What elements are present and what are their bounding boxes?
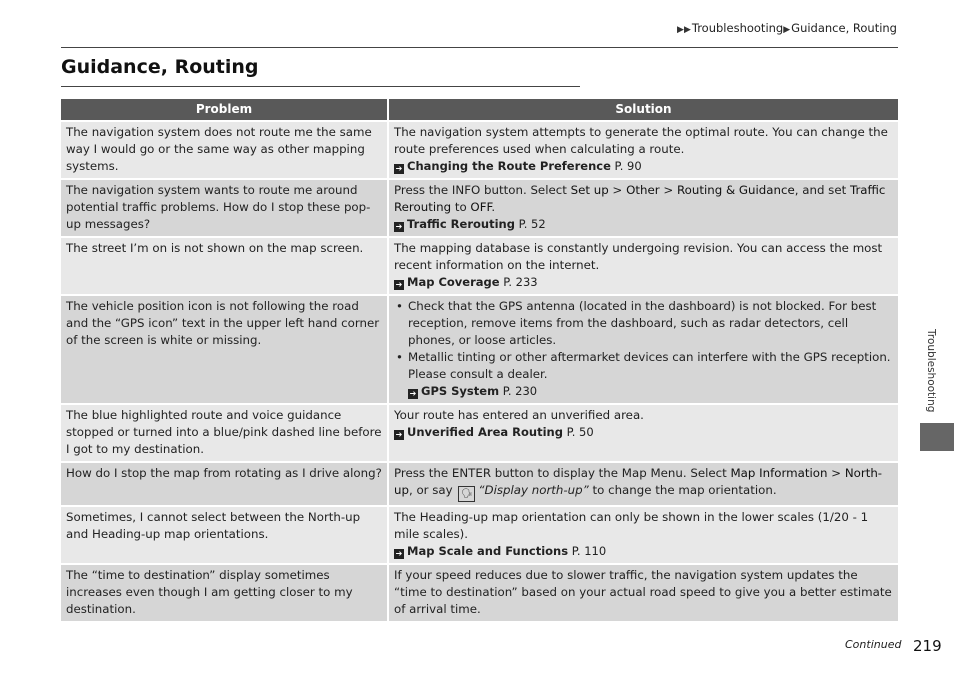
table-row	[61, 462, 898, 506]
solution-cell	[388, 295, 898, 404]
solution-text: The mapping database is constantly undergoing revision. You can access the most recent information on the internet.	[394, 241, 883, 272]
continued-label: Continued	[845, 638, 902, 651]
solution-bullet-list	[394, 298, 893, 400]
problem-cell: The navigation system does not route me the same way I would go or the same way as other mapping systems.	[61, 121, 388, 179]
problem-cell: The “time to destination” display sometimes increases even though I am getting closer to my destination.	[61, 564, 388, 621]
problem-cell: The navigation system wants to route me around potential traffic problems. How do I stop these pop-up messages?	[61, 179, 388, 237]
solution-bullet-text: Metallic tinting or other aftermarket devices can interfere with the GPS reception. Please consult a dealer.	[408, 350, 891, 381]
solution-cell	[388, 404, 898, 462]
menu-item-other: Other	[626, 183, 660, 197]
table-header-row	[61, 99, 898, 121]
solution-text: The navigation system attempts to generate the optimal route. You can change the route preferences used when calculating a route.	[394, 125, 888, 156]
table-row	[61, 404, 898, 462]
page-reference[interactable]	[394, 158, 893, 175]
solution-cell	[388, 121, 898, 179]
reference-title[interactable]: Map Scale and Functions	[407, 544, 569, 558]
table-row	[61, 564, 898, 621]
reference-title[interactable]: GPS System	[421, 384, 500, 398]
solution-text-part: to	[451, 200, 471, 214]
solution-text	[394, 465, 893, 502]
triangle-icon: ▶	[783, 25, 791, 35]
column-header-solution: Solution	[388, 99, 898, 121]
page-reference[interactable]	[408, 383, 893, 400]
solution-bullet: • Check that the GPS antenna (located in the dashboard) is not blocked. For best reception, remove items from the dashboard, such as radar detectors, cell phones, or loose articles.	[408, 298, 893, 349]
solution-text-part: to change the map orientation.	[588, 483, 777, 497]
page-reference[interactable]	[394, 216, 893, 233]
solution-cell	[388, 462, 898, 506]
side-section-label-text: Troubleshooting	[925, 329, 937, 413]
breadcrumb-current: Guidance, Routing	[791, 21, 897, 35]
reference-arrow-icon: ➔	[395, 280, 403, 289]
page-number: 219	[913, 637, 942, 655]
solution-bullet	[408, 349, 893, 400]
menu-item-north-up: North-up	[394, 466, 883, 497]
reference-arrow-icon: ➔	[395, 549, 403, 558]
solution-text: Your route has entered an unverified area.	[394, 408, 644, 422]
menu-item-set-up: Set up	[570, 183, 609, 197]
header-divider	[61, 47, 898, 48]
page-title: Guidance, Routing	[61, 56, 259, 78]
solution-text-part: .	[491, 200, 496, 214]
reference-page[interactable]: P. 230	[502, 384, 538, 398]
double-triangle-icon: ▶▶	[677, 25, 691, 35]
side-section-label	[924, 330, 938, 420]
voice-command-icon: 🗣	[458, 486, 475, 502]
solution-cell	[388, 237, 898, 295]
column-header-problem: Problem	[61, 99, 388, 121]
solution-text-part: , and set	[794, 183, 850, 197]
problem-cell: How do I stop the map from rotating as I drive along?	[61, 462, 388, 506]
solution-cell	[388, 179, 898, 237]
reference-page[interactable]: P. 90	[614, 159, 642, 173]
menu-item-traffic-rerouting: Traffic Rerouting	[394, 183, 886, 214]
page-reference[interactable]	[394, 543, 893, 560]
table-row	[61, 295, 898, 404]
reference-title[interactable]: Unverified Area Routing	[407, 425, 563, 439]
reference-page[interactable]: P. 233	[503, 275, 538, 289]
troubleshooting-table	[61, 99, 898, 621]
reference-arrow-icon: ➔	[409, 389, 417, 398]
menu-item-map-information: Map Information	[730, 466, 828, 480]
problem-cell: The street I’m on is not shown on the map screen.	[61, 237, 388, 295]
voice-command: “Display north-up”	[478, 483, 589, 497]
solution-text	[394, 182, 893, 216]
problem-cell: The vehicle position icon is not following the road and the “GPS icon” text in the upper left hand corner of the screen is white or missing.	[61, 295, 388, 404]
menu-separator: >	[827, 466, 845, 480]
solution-cell	[388, 506, 898, 564]
reference-arrow-icon: ➔	[395, 164, 403, 173]
reference-title[interactable]: Map Coverage	[407, 275, 500, 289]
side-section-tab[interactable]	[920, 423, 954, 451]
solution-cell: If your speed reduces due to slower traffic, the navigation system updates the “time to destination” based on your actual road speed to give you a better estimate of arrival time.	[388, 564, 898, 621]
table-row	[61, 506, 898, 564]
problem-cell: Sometimes, I cannot select between the North-up and Heading-up map orientations.	[61, 506, 388, 564]
reference-title[interactable]: Traffic Rerouting	[407, 217, 515, 231]
reference-page[interactable]: P. 52	[518, 217, 546, 231]
problem-cell: The blue highlighted route and voice guidance stopped or turned into a blue/pink dashed line before I got to my destination.	[61, 404, 388, 462]
reference-page[interactable]: P. 50	[566, 425, 594, 439]
breadcrumb	[677, 21, 897, 35]
page-reference[interactable]	[394, 424, 893, 441]
menu-item-routing-guidance: Routing & Guidance	[676, 183, 795, 197]
reference-arrow-icon: ➔	[395, 222, 403, 231]
menu-item-off: OFF	[470, 200, 492, 214]
solution-text: The Heading-up map orientation can only be shown in the lower scales (1/20 - 1 mile scales).	[394, 510, 869, 541]
solution-text-part: , or say	[408, 483, 457, 497]
solution-text-part: Press the ENTER button to display the Map Menu. Select	[394, 466, 731, 480]
reference-page[interactable]: P. 110	[571, 544, 607, 558]
reference-arrow-icon: ➔	[395, 430, 403, 439]
table-row	[61, 237, 898, 295]
menu-separator: >	[659, 183, 677, 197]
menu-separator: >	[608, 183, 627, 197]
page-reference[interactable]	[394, 274, 893, 291]
table-row	[61, 179, 898, 237]
solution-text-part: Press the INFO button. Select	[394, 183, 571, 197]
table-row	[61, 121, 898, 179]
breadcrumb-section[interactable]: Troubleshooting	[691, 21, 784, 35]
reference-title[interactable]: Changing the Route Preference	[407, 159, 611, 173]
title-underline	[61, 86, 580, 87]
